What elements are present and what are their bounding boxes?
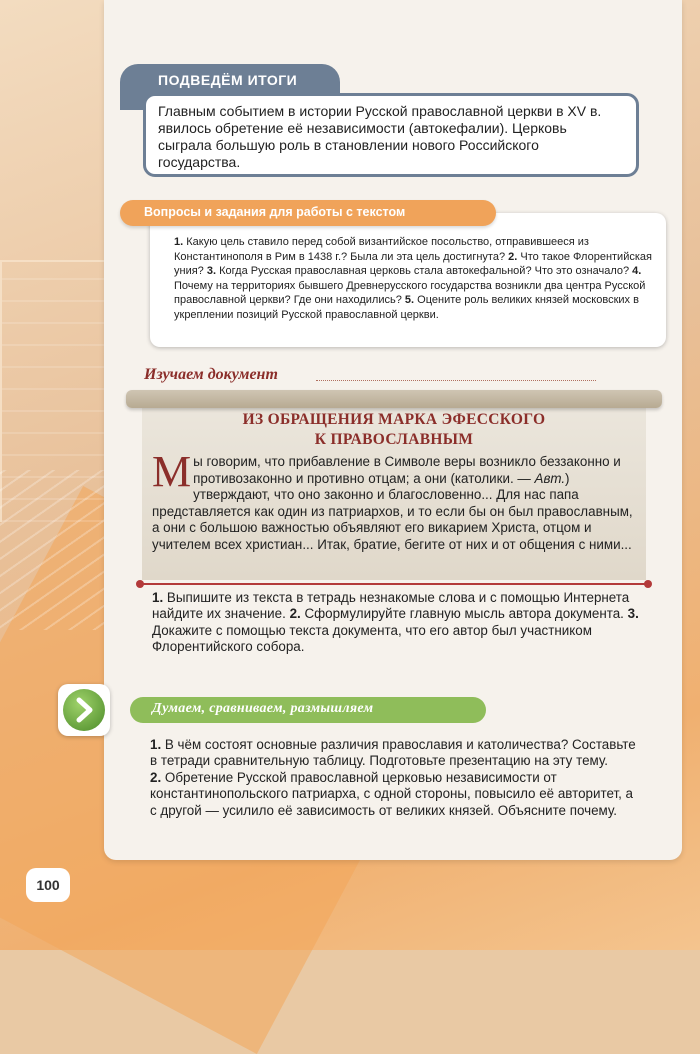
think2-num: 2. xyxy=(150,769,162,785)
task2-num: 2. xyxy=(289,606,301,622)
questions-box xyxy=(150,213,666,347)
drop-cap: М xyxy=(152,447,192,496)
summary-text: Главным событием в истории Русской православной церкви в XV в. явилось обретение её независимости (автокефалии). Церковь сыграла большую роль в становлении нового Российского государства. xyxy=(158,103,602,170)
q1-text: Какую цель ставило перед собой византийское посольство, отправившееся из Константинополя в Рим в 1438 г.? Была ли эта цель достигнута? xyxy=(174,236,589,263)
think1-text: В чём состоят основные различия православия и католичества? Составьте в тетради сравнительную таблицу. Подготовьте презентацию на эту тему. xyxy=(150,737,636,769)
document-tasks xyxy=(152,590,642,656)
think-tab-label: Думаем, сравниваем, размышляем xyxy=(152,701,374,716)
q5-num: 5. xyxy=(404,294,415,307)
think-tasks xyxy=(150,737,640,819)
page-number: 100 xyxy=(26,868,70,902)
study-document-heading: Изучаем документ xyxy=(144,366,278,383)
q5-text: Оцените роль великих князей московских в укреплении позиций Русской православной церкви. xyxy=(174,294,639,321)
document-text-part2: ) утверждают, что оно законно и благословенно... Для нас папа представляется как один из патриархов, и то если бы он был православным, а они с большою важностью объявляют его викарием Христа, отцом и учителем всех христиан... Итак, братие, бегите от них и от общения с ними... xyxy=(152,470,633,552)
summary-box xyxy=(143,93,639,177)
document-text xyxy=(152,447,636,554)
questions-tab xyxy=(120,200,496,226)
task2-text: Сформулируйте главную мысль автора документа. xyxy=(304,606,624,622)
document-text-part1: ы говорим, что прибавление в Символе веры возникло беззаконно и противозаконно и противно отцам; а они (католики. — xyxy=(193,454,621,486)
chevron-right-icon xyxy=(70,696,98,724)
arrow-badge xyxy=(58,684,110,736)
document-title-line2: К ПРАВОСЛАВНЫМ xyxy=(314,431,474,448)
q2-text: Что такое Флорентийская уния? xyxy=(174,250,652,278)
summary-tab-label: ПОДВЕДЁМ ИТОГИ xyxy=(158,72,298,88)
task1-num: 1. xyxy=(152,590,164,605)
q3-text: Когда Русская православная церковь стала автокефальной? Что это означало? xyxy=(219,265,630,278)
task3-text: Докажите с помощью текста документа, что его автор был участником Флорентийского собора. xyxy=(152,622,592,655)
task1-text: Выпишите из текста в тетрадь незнакомые слова и с помощью Интернета найдите их значение. xyxy=(152,590,630,622)
questions-tab-label: Вопросы и задания для работы с текстом xyxy=(144,205,406,219)
q4-text: Почему на территориях бывшего Древнерусского государства возникли два центра Русской православной церкви? Где они находились? xyxy=(174,279,646,307)
background-hatching xyxy=(0,470,120,630)
red-divider xyxy=(140,583,648,585)
think-tab xyxy=(130,697,486,723)
task3-num: 3. xyxy=(627,606,639,622)
document-title xyxy=(152,410,636,450)
q2-num: 2. xyxy=(508,250,518,263)
think1-num: 1. xyxy=(150,737,162,752)
heading-dotted-line xyxy=(316,380,596,381)
think-item-2 xyxy=(150,770,640,819)
q4-num: 4. xyxy=(632,265,642,278)
q3-num: 3. xyxy=(206,265,217,278)
document-scroll xyxy=(142,404,646,580)
author-note: Авт. xyxy=(534,470,566,486)
q1-num: 1. xyxy=(174,236,184,248)
think2-text: Обретение Русской православной церковью независимости от константинопольского патриарха, с одной стороны, повысило её авторитет, а с другой — усилило её зависимость от великих князей. Объясните почему. xyxy=(150,769,633,818)
document-title-line1: ИЗ ОБРАЩЕНИЯ МАРКА ЭФЕССКОГО xyxy=(242,411,546,428)
think-item-1 xyxy=(150,737,640,770)
scroll-roll xyxy=(126,390,662,408)
